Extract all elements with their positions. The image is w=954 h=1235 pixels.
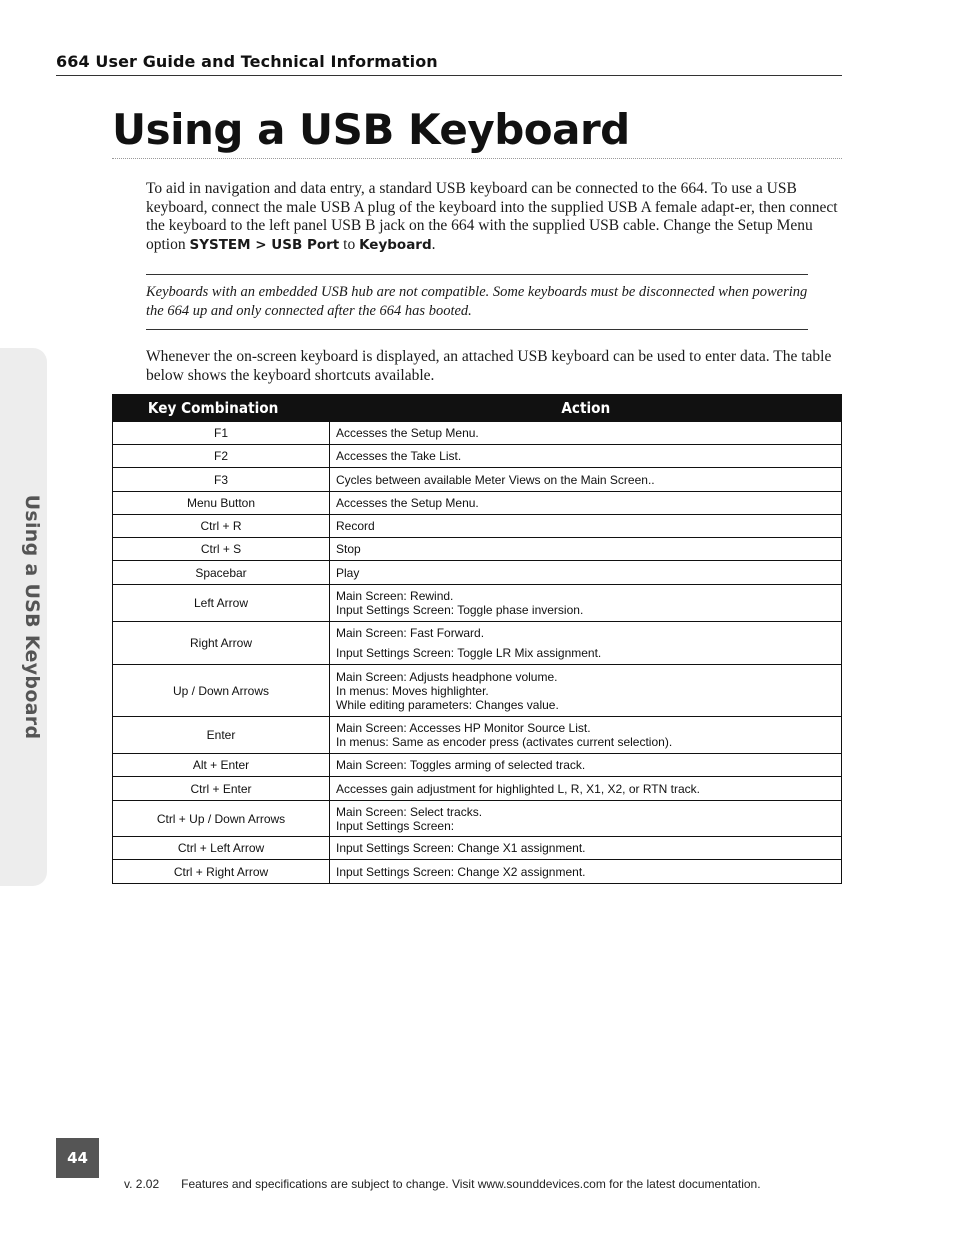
key-combination-cell: Ctrl + Right Arrow xyxy=(113,860,330,884)
column-header-key: Key Combination xyxy=(113,395,330,422)
intro-text-mid: to xyxy=(339,235,360,253)
action-cell xyxy=(330,754,842,777)
action-cell xyxy=(330,585,842,622)
key-combination-cell: Alt + Enter xyxy=(113,754,330,777)
footer xyxy=(124,1177,761,1191)
table-row xyxy=(113,717,842,754)
action-line: While editing parameters: Changes value. xyxy=(336,697,559,712)
table-row xyxy=(113,777,842,801)
action-line: Input Settings Screen: Toggle LR Mix assignment. xyxy=(336,646,602,660)
action-line: Main Screen: Select tracks. xyxy=(336,804,483,819)
table-row xyxy=(113,515,842,538)
table-row xyxy=(113,561,842,585)
action-cell xyxy=(330,538,842,561)
action-line: Accesses the Setup Menu. xyxy=(336,426,479,440)
action-line: Input Settings Screen: Change X2 assignment. xyxy=(336,864,586,879)
action-cell xyxy=(330,445,842,468)
menu-path: SYSTEM > USB Port xyxy=(189,236,340,253)
key-combination-cell: F1 xyxy=(113,422,330,445)
running-header: 664 User Guide and Technical Information xyxy=(56,52,438,71)
key-combination-cell: Enter xyxy=(113,717,330,754)
table-header-row xyxy=(113,395,842,422)
compatibility-note: Keyboards with an embedded USB hub are not compatible. Some keyboards must be disconnected when powering the 664 up and only connected after the 664 has booted. xyxy=(146,274,808,330)
page-title: Using a USB Keyboard xyxy=(112,104,842,159)
table-row xyxy=(113,538,842,561)
action-line: Accesses gain adjustment for highlighted L, R, X1, X2, or RTN track. xyxy=(336,781,700,796)
action-line: Input Settings Screen: Toggle phase inversion. xyxy=(336,603,584,617)
table-body xyxy=(113,422,842,884)
action-line: In menus: Moves highlighter. xyxy=(336,683,489,698)
action-line: Input Settings Screen: Change X1 assignment. xyxy=(336,841,586,855)
action-line: Accesses the Take List. xyxy=(336,449,462,463)
column-header-action: Action xyxy=(330,395,842,422)
table-row xyxy=(113,801,842,837)
action-line: Accesses the Setup Menu. xyxy=(336,496,479,510)
action-cell xyxy=(330,717,842,754)
table-row xyxy=(113,860,842,884)
key-combination-cell: Ctrl + Enter xyxy=(113,777,330,801)
action-line: Cycles between available Meter Views on the Main Screen.. xyxy=(336,472,655,487)
table-row xyxy=(113,754,842,777)
action-line: Stop xyxy=(336,542,361,556)
key-combination-cell: Up / Down Arrows xyxy=(113,665,330,717)
table-row xyxy=(113,422,842,445)
table-row xyxy=(113,492,842,515)
page-number: 44 xyxy=(56,1138,99,1178)
table-row xyxy=(113,837,842,860)
action-line: In menus: Same as encoder press (activates current selection). xyxy=(336,735,673,749)
key-combination-cell: Right Arrow xyxy=(113,622,330,665)
action-cell xyxy=(330,801,842,837)
key-combination-cell: F3 xyxy=(113,468,330,492)
table-row xyxy=(113,445,842,468)
action-cell xyxy=(330,561,842,585)
action-cell xyxy=(330,837,842,860)
action-line: Main Screen: Accesses HP Monitor Source List. xyxy=(336,721,591,735)
header-rule xyxy=(56,75,842,76)
menu-value: Keyboard xyxy=(359,236,432,253)
key-combination-cell: Ctrl + Left Arrow xyxy=(113,837,330,860)
key-combination-cell: Spacebar xyxy=(113,561,330,585)
key-combination-cell: Left Arrow xyxy=(113,585,330,622)
key-combination-cell: Ctrl + S xyxy=(113,538,330,561)
action-line: Play xyxy=(336,565,360,580)
action-cell xyxy=(330,622,842,665)
action-cell xyxy=(330,492,842,515)
table-row xyxy=(113,665,842,717)
footer-version: v. 2.02 xyxy=(124,1177,160,1191)
action-line: Main Screen: Rewind. xyxy=(336,589,454,603)
action-cell xyxy=(330,860,842,884)
action-cell xyxy=(330,515,842,538)
action-line: Input Settings Screen: xyxy=(336,818,455,833)
action-cell xyxy=(330,665,842,717)
shortcuts-intro-paragraph: Whenever the on-screen keyboard is displayed, an attached USB keyboard can be used to enter data. The table below shows the keyboard shortcuts available. xyxy=(146,348,832,384)
action-line: Main Screen: Adjusts headphone volume. xyxy=(336,669,558,684)
side-tab-label: Using a USB Keyboard xyxy=(21,494,43,740)
action-cell xyxy=(330,422,842,445)
intro-paragraph xyxy=(146,180,842,254)
table-row xyxy=(113,585,842,622)
shortcuts-table xyxy=(112,394,842,884)
action-cell xyxy=(330,777,842,801)
action-line: Main Screen: Fast Forward. xyxy=(336,626,485,640)
key-combination-cell: F2 xyxy=(113,445,330,468)
table-row xyxy=(113,622,842,665)
intro-text-after: . xyxy=(431,235,436,253)
action-line: Main Screen: Toggles arming of selected track. xyxy=(336,758,586,772)
key-combination-cell: Menu Button xyxy=(113,492,330,515)
table-row xyxy=(113,468,842,492)
footer-text: Features and specifications are subject to change. Visit www.sounddevices.com for the latest documentation. xyxy=(181,1177,761,1191)
intro-text-before: To aid in navigation and data entry, a standard USB keyboard can be connected to the 664. To use a USB keyboard, connect the male USB A plug of the keyboard into the supplied USB A female adapt-er, then connect the keyboard to the left panel USB B jack on the 664 with the supplied USB cable. Change the Setup Menu option xyxy=(146,180,838,253)
key-combination-cell: Ctrl + Up / Down Arrows xyxy=(113,801,330,837)
action-cell xyxy=(330,468,842,492)
action-line: Record xyxy=(336,519,375,533)
key-combination-cell: Ctrl + R xyxy=(113,515,330,538)
